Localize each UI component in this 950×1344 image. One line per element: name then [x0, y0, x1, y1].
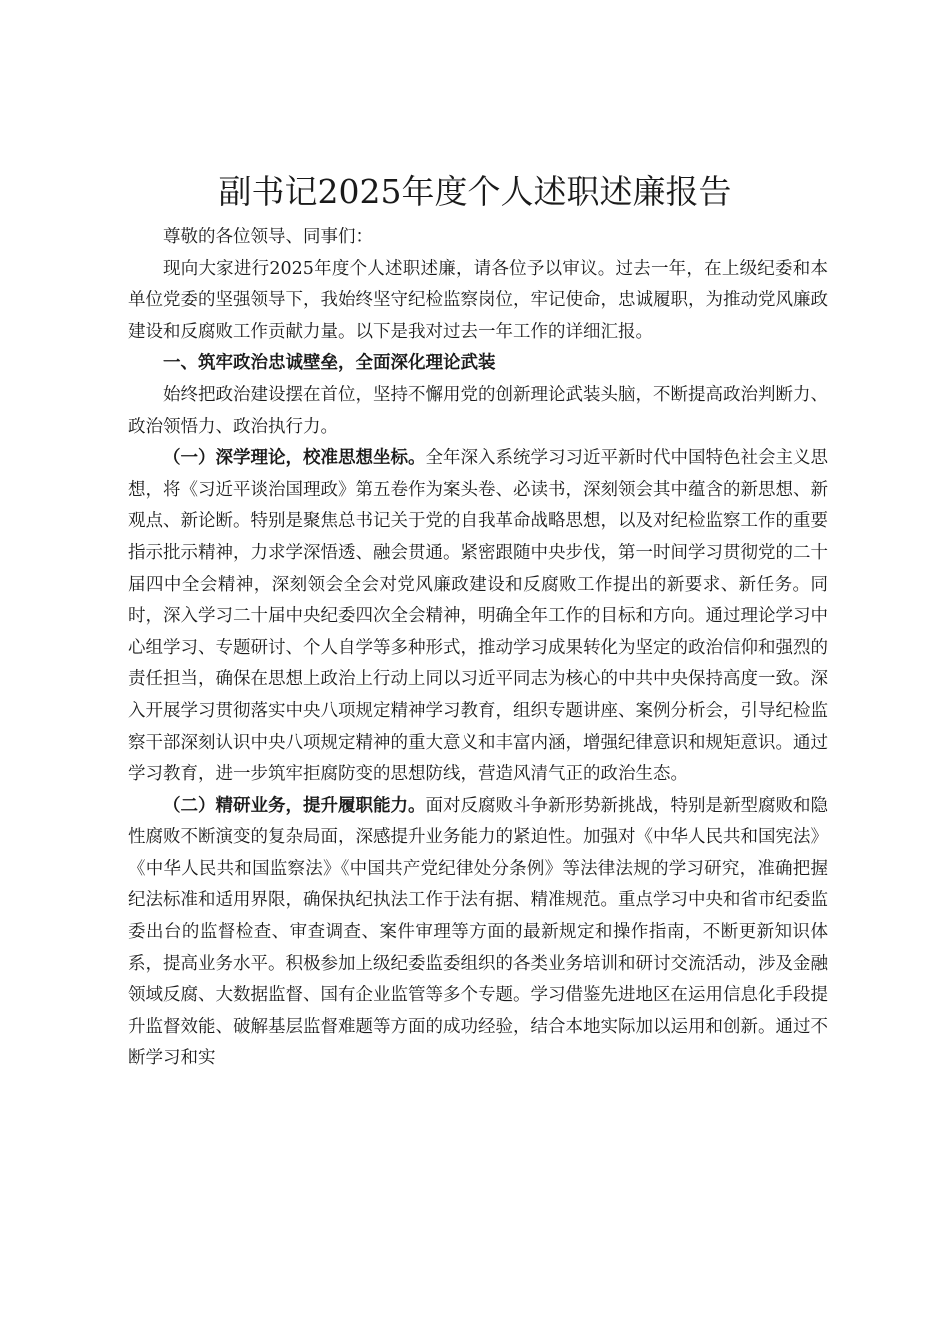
subsection-lead-1: （一）深学理论，校准思想坐标。 [163, 448, 426, 469]
section-heading: 一、筑牢政治忠诚壁垒，全面深化理论武装 [163, 353, 496, 374]
subsection-text-2: 面对反腐败斗争新形势新挑战，特别是新型腐败和隐性腐败不断演变的复杂局面，深感提升业务能力的紧迫性。加强对《中华人民共和国宪法》《中华人民共和国监察法》《中国共产党纪律处分条例》等法律法规的学习研究，准确把握纪法标准和适用界限，确保执纪执法工作于法有据、精准规范。重点学习中央和省市纪委监委出台的监督检查、审查调查、案件审理等方面的最新规定和操作指南，不断更新知识体系，提高业务水平。积极参加上级纪委监委组织的各类业务培训和研讨交流活动，涉及金融领域反腐、大数据监督、国有企业监管等多个专题。学习借鉴先进地区在运用信息化手段提升监督效能、破解基层监督难题等方面的成功经验，结合本地实际加以运用和创新。通过不断学习和实 [128, 795, 828, 1069]
subsection-lead-2: （二）精研业务，提升履职能力。 [163, 795, 426, 816]
subsection-paragraph-1 [128, 443, 828, 791]
subsection-paragraph-2 [128, 791, 828, 1075]
section-intro-paragraph: 始终把政治建设摆在首位，坚持不懈用党的创新理论武装头脑，不断提高政治判断力、政治领悟力、政治执行力。 [128, 384, 828, 437]
subsection-text-1: 全年深入系统学习习近平新时代中国特色社会主义思想，将《习近平谈治国理政》第五卷作为案头卷、必读书，深刻领会其中蕴含的新思想、新观点、新论断。特别是聚焦总书记关于党的自我革命战略思想，以及对纪检监察工作的重要指示批示精神，力求学深悟透、融会贯通。紧密跟随中央步伐，第一时间学习贯彻党的二十届四中全会精神，深刻领会全会对党风廉政建设和反腐败工作提出的新要求、新任务。同时，深入学习二十届中央纪委四次全会精神，明确全年工作的目标和方向。通过理论学习中心组学习、专题研讨、个人自学等多种形式，推动学习成果转化为坚定的政治信仰和强烈的责任担当，确保在思想上政治上行动上同以习近平同志为核心的中共中央保持高度一致。深入开展学习贯彻落实中央八项规定精神学习教育，组织专题讲座、案例分析会，引导纪检监察干部深刻认识中央八项规定精神的重大意义和丰富内涵，增强纪律意识和规矩意识。通过学习教育，进一步筑牢拒腐防变的思想防线，营造风清气正的政治生态。 [128, 448, 828, 785]
intro-paragraph: 现向大家进行2025年度个人述职述廉，请各位予以审议。过去一年，在上级纪委和本单位党委的坚强领导下，我始终坚守纪检监察岗位，牢记使命，忠诚履职，为推动党风廉政建设和反腐败工作贡献力量。以下是我对过去一年工作的详细汇报。 [128, 258, 828, 342]
document-body [128, 222, 828, 1075]
salutation: 尊敬的各位领导、同事们： [163, 227, 373, 247]
document-title: 副书记2025年度个人述职述廉报告 [218, 172, 732, 211]
